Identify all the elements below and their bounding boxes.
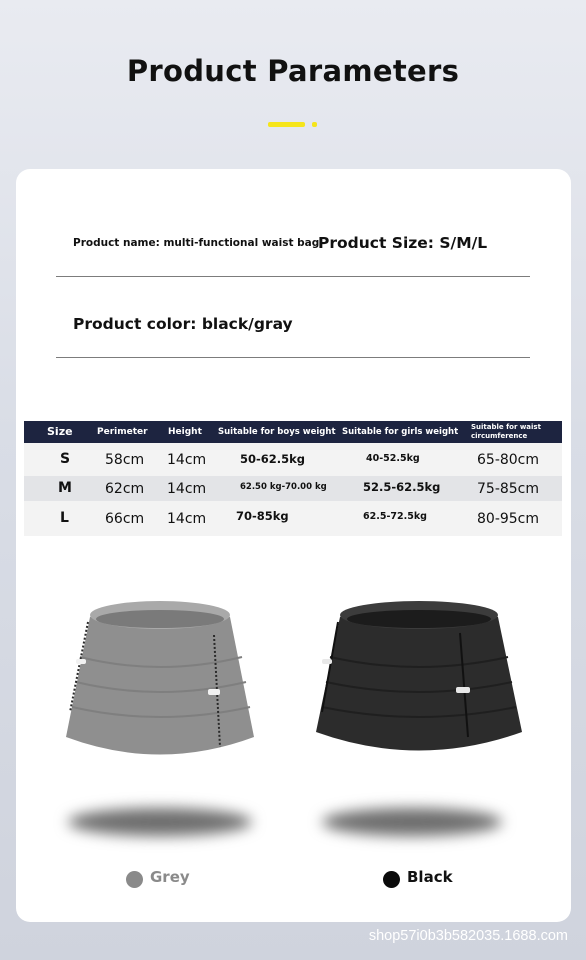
cell-boys-weight: 50-62.5kg	[240, 452, 306, 466]
header-height: Height	[168, 427, 202, 437]
black-bag-shadow	[322, 808, 502, 836]
cell-height: 14cm	[167, 481, 207, 497]
table-header	[24, 421, 562, 443]
parameters-card	[16, 169, 571, 922]
cell-girls-weight: 40-52.5kg	[366, 453, 420, 464]
header-boys-weight: Suitable for boys weight	[218, 427, 336, 437]
table-row	[24, 476, 562, 501]
cell-girls-weight: 62.5-72.5kg	[363, 511, 427, 522]
cell-boys-weight: 62.50 kg-70.00 kg	[240, 482, 327, 492]
cell-height: 14cm	[167, 452, 207, 468]
header-waist: Suitable for waist circumference	[471, 423, 541, 440]
size-table	[24, 421, 562, 536]
header-girls-weight: Suitable for girls weight	[342, 427, 459, 437]
grey-color-swatch	[126, 871, 143, 888]
cell-waist: 65-80cm	[477, 452, 540, 468]
page-title: Product Parameters	[126, 54, 460, 88]
table-row	[24, 501, 562, 536]
black-waist-bag-image	[312, 597, 526, 762]
cell-girls-weight: 52.5-62.5kg	[363, 480, 441, 494]
product-name: Product name: multi-functional waist bag	[73, 237, 320, 249]
grey-waist-bag-image	[62, 597, 258, 762]
cell-size: M	[58, 480, 72, 496]
title-accent-dot	[312, 122, 317, 127]
cell-perimeter: 66cm	[105, 511, 145, 527]
product-size: Product Size: S/M/L	[318, 234, 488, 252]
cell-perimeter: 62cm	[105, 481, 145, 497]
cell-perimeter: 58cm	[105, 452, 145, 468]
cell-size: L	[60, 510, 69, 526]
divider	[56, 357, 530, 358]
cell-boys-weight: 70-85kg	[236, 509, 289, 523]
divider	[56, 276, 530, 277]
title-accent-bar	[268, 122, 305, 127]
product-color: Product color: black/gray	[73, 315, 293, 333]
cell-height: 14cm	[167, 511, 207, 527]
grey-bag-shadow	[68, 808, 252, 836]
header-size: Size	[47, 425, 73, 438]
cell-waist: 75-85cm	[477, 481, 540, 497]
black-color-label: Black	[407, 868, 453, 886]
header-perimeter: Perimeter	[97, 427, 148, 437]
cell-waist: 80-95cm	[477, 511, 540, 527]
cell-size: S	[60, 451, 71, 467]
grey-color-label: Grey	[150, 868, 190, 886]
black-color-swatch	[383, 871, 400, 888]
table-row	[24, 443, 562, 476]
shop-watermark: shop57i0b3b582035.1688.com	[368, 928, 568, 944]
